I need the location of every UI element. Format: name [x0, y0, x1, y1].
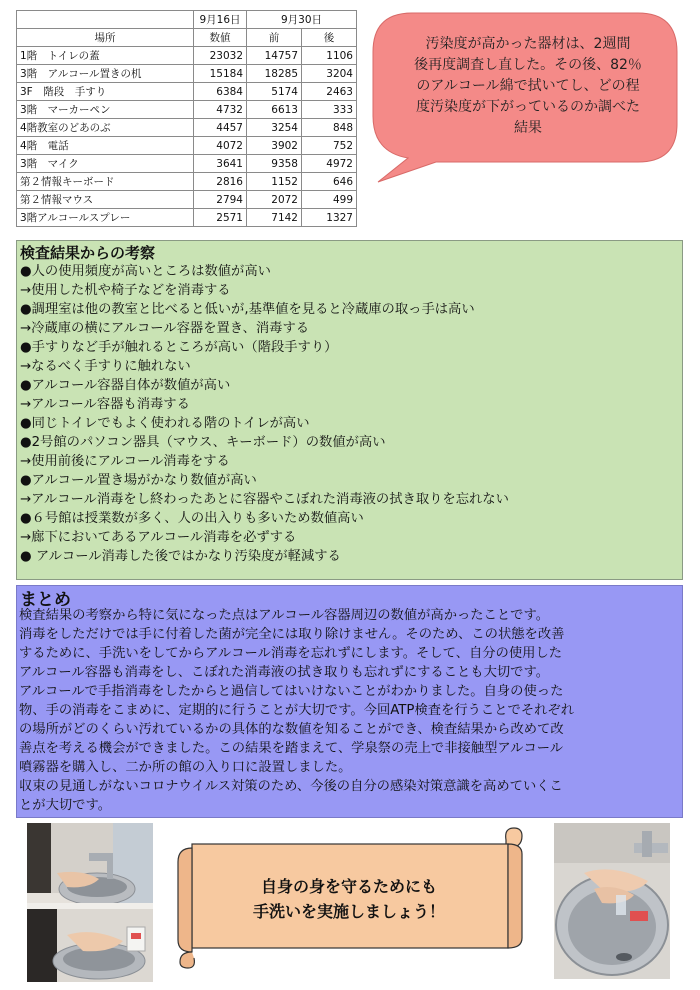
place-header: 場所 — [17, 29, 194, 47]
after-cell: 1106 — [302, 47, 357, 65]
bubble-line: 汚染度が高かった器材は、2週間 — [425, 36, 631, 52]
handwashing-photo-right — [554, 823, 670, 979]
place-cell: 第２情報マウス — [17, 191, 194, 209]
table-header-row — [17, 11, 357, 29]
table-row — [17, 173, 357, 191]
before-cell: 14757 — [247, 47, 302, 65]
table-corner-cell — [17, 11, 194, 29]
place-cell: 第２情報キーボード — [17, 173, 194, 191]
bubble-line: 度汚染度が下がっているのか調べた — [416, 99, 640, 115]
place-cell: 3F 階段 手すり — [17, 83, 194, 101]
consideration-item: →廊下においてあるアルコール消毒を必ずする — [20, 530, 297, 545]
consideration-item: ●手すりなど手が触れるところが高い（階段手すり） — [20, 340, 338, 355]
before-cell: 9358 — [247, 155, 302, 173]
value-cell: 2571 — [194, 209, 247, 227]
table-row — [17, 47, 357, 65]
bubble-line: 結果 — [514, 120, 542, 136]
consideration-item: ●人の使用頻度が高いところは数値が高い — [20, 264, 271, 279]
place-cell: 1階 トイレの蓋 — [17, 47, 194, 65]
place-cell: 3階 マーカーペン — [17, 101, 194, 119]
table-row — [17, 209, 357, 227]
consideration-panel — [16, 240, 683, 580]
consideration-item: ●調理室は他の教室と比べると低いが,基準値を見ると冷蔵庫の取っ手は高い — [20, 302, 475, 317]
summary-line: 噴霧器を購入し、二か所の館の入り口に設置しました。 — [19, 760, 352, 775]
consideration-item: →使用した机や椅子などを消毒する — [20, 283, 231, 298]
value-cell: 2794 — [194, 191, 247, 209]
summary-panel — [16, 585, 683, 818]
before-cell: 2072 — [247, 191, 302, 209]
slogan-banner — [170, 826, 528, 970]
value-cell: 23032 — [194, 47, 247, 65]
consideration-item: →なるべく手すりに触れない — [20, 359, 191, 374]
slogan-text — [190, 874, 508, 924]
before-cell: 6613 — [247, 101, 302, 119]
before-cell: 3902 — [247, 137, 302, 155]
table-row — [17, 137, 357, 155]
after-cell: 646 — [302, 173, 357, 191]
after-cell: 333 — [302, 101, 357, 119]
value-cell: 4072 — [194, 137, 247, 155]
bubble-text — [394, 34, 662, 139]
place-cell: 4階 電話 — [17, 137, 194, 155]
consideration-list — [20, 262, 509, 566]
table-row — [17, 65, 357, 83]
before-header: 前 — [247, 29, 302, 47]
value-cell: 6384 — [194, 83, 247, 101]
after-cell: 499 — [302, 191, 357, 209]
after-cell: 2463 — [302, 83, 357, 101]
before-cell: 5174 — [247, 83, 302, 101]
before-cell: 7142 — [247, 209, 302, 227]
after-cell: 752 — [302, 137, 357, 155]
place-cell: 4階教室のどあのぶ — [17, 119, 194, 137]
table-subheader-row — [17, 29, 357, 47]
after-cell: 848 — [302, 119, 357, 137]
before-cell: 18285 — [247, 65, 302, 83]
place-cell: 3階 マイク — [17, 155, 194, 173]
consideration-item: ●同じトイレでもよく使われる階のトイレが高い — [20, 416, 310, 431]
summary-line: の場所がどのくらい汚れているかの具体的な数値を知ることができ、検査結果から改めて改 — [19, 722, 564, 737]
summary-line: とが大切です。 — [19, 798, 112, 813]
table-row — [17, 191, 357, 209]
handwashing-photo-left — [27, 823, 153, 982]
summary-line: アルコールで手指消毒をしたからと過信してはいけないことがわかりました。自身の使った — [19, 684, 564, 699]
table-row — [17, 119, 357, 137]
summary-line: 物、手の消毒をこまめに、定期的に行うことが大切です。今回ATP検査を行うことでそれぞれ — [19, 703, 575, 718]
speech-bubble — [372, 12, 678, 162]
slogan-line-2: 手洗いを実施しましょう！ — [252, 902, 445, 921]
summary-line: 消毒をしただけでは手に付着した菌が完全には取り除けません。そのため、この状態を改善 — [19, 627, 565, 642]
place-cell: 3階アルコールスプレー — [17, 209, 194, 227]
summary-line: するために、手洗いをしてからアルコール消毒を忘れずにします。そして、自分の使用した — [19, 646, 563, 661]
consideration-item: ● アルコール消毒した後ではかなり汚染度が軽減する — [20, 549, 341, 564]
value-cell: 4457 — [194, 119, 247, 137]
after-cell: 1327 — [302, 209, 357, 227]
results-table — [16, 10, 357, 227]
value-cell: 15184 — [194, 65, 247, 83]
faucet-illustration — [554, 823, 670, 979]
consideration-item: ●６号館は授業数が多く、人の出入りも多いため数値高い — [20, 511, 364, 526]
consideration-item: ●アルコール容器自体が数値が高い — [20, 378, 231, 393]
handwashing-illustration — [27, 823, 153, 982]
table-row — [17, 155, 357, 173]
bubble-line: 後再度調査し直した。その後、82％ — [414, 57, 642, 73]
consideration-item: →使用前後にアルコール消毒をする — [20, 454, 230, 469]
consideration-item: →アルコール容器も消毒する — [20, 397, 190, 412]
consideration-item: ●2号館のパソコン器具（マウス、キーボード）の数値が高い — [20, 435, 386, 450]
consideration-item: →冷蔵庫の横にアルコール容器を置き、消毒する — [20, 321, 310, 336]
value-header: 数値 — [194, 29, 247, 47]
date1-header: 9月16日 — [194, 11, 247, 29]
summary-line: 善点を考える機会ができました。この結果を踏まえて、学泉祭の売上で非接触型アルコール — [19, 741, 564, 756]
value-cell: 4732 — [194, 101, 247, 119]
after-header: 後 — [302, 29, 357, 47]
after-cell: 3204 — [302, 65, 357, 83]
consideration-item: ●アルコール置き場がかなり数値が高い — [20, 473, 257, 488]
bubble-line: のアルコール綿で拭いてし、どの程 — [416, 78, 640, 94]
table-row — [17, 83, 357, 101]
summary-line: アルコール容器も消毒をし、こぼれた消毒液の拭き取りも忘れずにすることも大切です。 — [19, 665, 550, 680]
summary-line: 検査結果の考察から特に気になった点はアルコール容器周辺の数値が高かったことです。 — [19, 608, 550, 623]
before-cell: 1152 — [247, 173, 302, 191]
value-cell: 2816 — [194, 173, 247, 191]
consideration-item: →アルコール消毒をし終わったあとに容器やこぼれた消毒液の拭き取りを忘れない — [20, 492, 509, 507]
summary-title: まとめ — [20, 590, 71, 610]
summary-line: 収束の見通しがないコロナウイルス対策のため、今後の自分の感染対策意識を高めていくこ — [19, 779, 563, 794]
date2-header: 9月30日 — [247, 11, 357, 29]
table-row — [17, 101, 357, 119]
summary-body — [19, 606, 574, 815]
consideration-title: 検査結果からの考察 — [20, 244, 156, 262]
place-cell: 3階 アルコール置きの机 — [17, 65, 194, 83]
after-cell: 4972 — [302, 155, 357, 173]
before-cell: 3254 — [247, 119, 302, 137]
value-cell: 3641 — [194, 155, 247, 173]
slogan-line-1: 自身の身を守るためにも — [260, 877, 437, 896]
